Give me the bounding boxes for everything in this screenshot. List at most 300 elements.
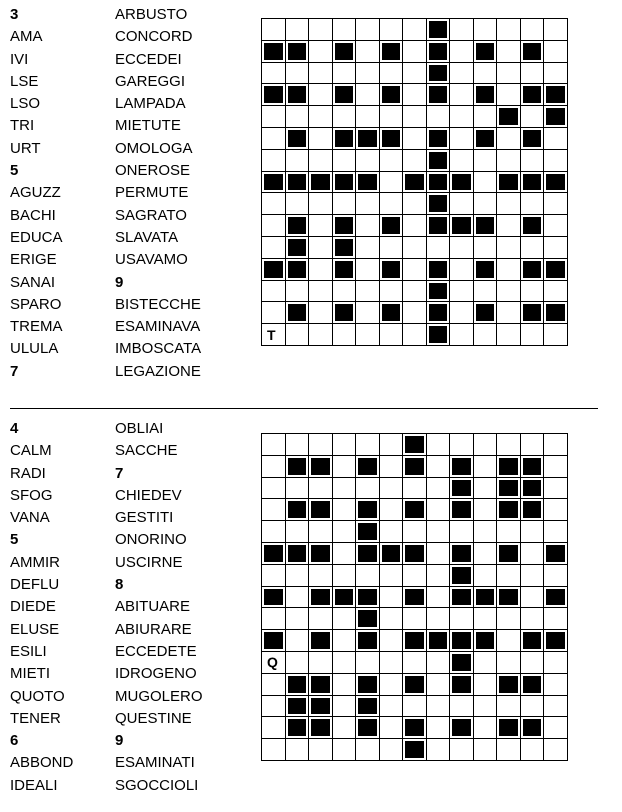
grid-cell[interactable] (497, 19, 521, 41)
grid-cell[interactable] (403, 215, 427, 237)
grid-cell[interactable] (403, 106, 427, 128)
grid-cell[interactable] (262, 193, 286, 215)
grid-cell[interactable] (403, 40, 427, 62)
grid-cell[interactable] (262, 215, 286, 237)
grid-cell[interactable] (426, 586, 450, 608)
grid-cell[interactable] (450, 40, 474, 62)
grid-cell[interactable] (497, 434, 521, 456)
word-list-item: QUOTO (10, 687, 65, 705)
grid-cell[interactable] (497, 651, 521, 673)
grid-cell[interactable] (309, 324, 333, 346)
grid-cell[interactable] (379, 149, 403, 171)
grid-cell[interactable] (403, 280, 427, 302)
grid-cell[interactable] (356, 302, 380, 324)
word-list-item: ESILI (10, 642, 47, 660)
grid-cell[interactable] (520, 542, 544, 564)
grid-cell[interactable] (544, 564, 568, 586)
grid-cell[interactable] (520, 434, 544, 456)
grid-cell[interactable] (426, 739, 450, 761)
grid-cell[interactable] (426, 236, 450, 258)
grid-cell[interactable] (520, 564, 544, 586)
black-square (379, 40, 403, 62)
grid-cell[interactable] (309, 608, 333, 630)
black-square (426, 280, 450, 302)
grid-cell[interactable] (544, 324, 568, 346)
word-list-item: SACCHE (115, 442, 178, 460)
grid-cell[interactable] (426, 717, 450, 739)
grid-cell[interactable] (403, 62, 427, 84)
word-length-heading: 5 (10, 162, 19, 180)
grid-cell[interactable] (309, 127, 333, 149)
word-list-item: TRI (10, 117, 35, 135)
grid-cell[interactable] (520, 521, 544, 543)
grid-cell[interactable] (309, 19, 333, 41)
grid-cell[interactable] (450, 127, 474, 149)
grid-cell[interactable] (473, 106, 497, 128)
grid-cell[interactable] (450, 521, 474, 543)
word-list-item: ABIURARE (115, 620, 192, 638)
grid-cell[interactable] (379, 171, 403, 193)
grid-cell[interactable] (262, 455, 286, 477)
grid-cell[interactable] (520, 236, 544, 258)
grid-cell[interactable] (332, 651, 356, 673)
grid-cell[interactable] (544, 215, 568, 237)
crossword-grid[interactable] (261, 433, 568, 761)
grid-cell[interactable] (262, 434, 286, 456)
grid-cell[interactable] (544, 62, 568, 84)
grid-cell[interactable] (544, 434, 568, 456)
grid-cell[interactable] (356, 84, 380, 106)
grid-cell[interactable] (262, 127, 286, 149)
grid-cell[interactable] (309, 521, 333, 543)
grid-cell[interactable] (520, 193, 544, 215)
grid-cell[interactable] (497, 608, 521, 630)
grid-cell[interactable] (426, 564, 450, 586)
grid-cell[interactable] (285, 19, 309, 41)
grid-cell[interactable] (285, 564, 309, 586)
word-list-item: URT (10, 139, 41, 157)
grid-cell[interactable] (520, 62, 544, 84)
grid-cell[interactable] (450, 258, 474, 280)
grid-cell[interactable] (473, 455, 497, 477)
grid-row (262, 434, 568, 456)
grid-cell[interactable] (309, 62, 333, 84)
grid-cell[interactable] (309, 477, 333, 499)
black-square (403, 673, 427, 695)
grid-cell[interactable] (332, 608, 356, 630)
grid-cell[interactable] (379, 280, 403, 302)
black-square (285, 84, 309, 106)
word-list-item: ABBOND (10, 754, 74, 772)
grid-cell[interactable] (309, 564, 333, 586)
grid-row (262, 695, 568, 717)
grid-cell[interactable] (450, 236, 474, 258)
grid-cell[interactable] (309, 149, 333, 171)
black-square (285, 40, 309, 62)
grid-cell[interactable] (497, 193, 521, 215)
grid-cell[interactable] (497, 40, 521, 62)
grid-cell[interactable] (473, 673, 497, 695)
grid-cell[interactable] (309, 193, 333, 215)
grid-cell[interactable] (544, 739, 568, 761)
grid-cell[interactable] (473, 564, 497, 586)
black-square (450, 586, 474, 608)
grid-cell[interactable] (520, 586, 544, 608)
grid-cell[interactable] (285, 739, 309, 761)
grid-cell[interactable] (544, 280, 568, 302)
grid-cell[interactable] (473, 236, 497, 258)
grid-cell[interactable] (262, 695, 286, 717)
grid-cell[interactable] (379, 455, 403, 477)
grid-cell[interactable] (379, 673, 403, 695)
grid-cell[interactable] (426, 651, 450, 673)
grid-cell[interactable] (332, 455, 356, 477)
grid-cell[interactable] (497, 324, 521, 346)
grid-cell[interactable] (403, 149, 427, 171)
grid-cell[interactable] (426, 477, 450, 499)
grid-cell[interactable] (356, 215, 380, 237)
grid-cell[interactable] (262, 19, 286, 41)
grid-cell[interactable] (285, 630, 309, 652)
grid-cell[interactable] (544, 521, 568, 543)
grid-cell[interactable] (309, 258, 333, 280)
grid-cell[interactable] (356, 280, 380, 302)
black-square (356, 717, 380, 739)
grid-cell[interactable] (473, 717, 497, 739)
grid-cell[interactable] (450, 149, 474, 171)
grid-cell[interactable] (520, 280, 544, 302)
grid-cell[interactable] (450, 324, 474, 346)
grid-cell[interactable] (379, 193, 403, 215)
grid-cell[interactable] (497, 630, 521, 652)
grid-cell[interactable] (356, 324, 380, 346)
grid-cell[interactable] (332, 717, 356, 739)
grid-cell[interactable] (379, 608, 403, 630)
grid-cell[interactable] (262, 302, 286, 324)
grid-cell[interactable] (262, 608, 286, 630)
grid-cell[interactable] (473, 171, 497, 193)
grid-cell[interactable] (262, 564, 286, 586)
grid-cell[interactable] (473, 280, 497, 302)
grid-cell[interactable] (332, 564, 356, 586)
grid-cell[interactable] (497, 739, 521, 761)
given-letter-cell[interactable]: Q (262, 651, 286, 673)
grid-cell[interactable] (285, 149, 309, 171)
grid-cell[interactable] (473, 434, 497, 456)
grid-cell[interactable] (426, 695, 450, 717)
grid-cell[interactable] (544, 673, 568, 695)
grid-cell[interactable] (379, 62, 403, 84)
grid-row (262, 630, 568, 652)
black-square (356, 455, 380, 477)
grid-cell[interactable] (497, 521, 521, 543)
grid-row (262, 215, 568, 237)
word-list-item: SGOCCIOLI (115, 776, 199, 794)
grid-cell[interactable] (403, 651, 427, 673)
black-square (403, 499, 427, 521)
grid-cell[interactable] (473, 149, 497, 171)
grid-cell[interactable] (520, 608, 544, 630)
grid-cell[interactable] (379, 324, 403, 346)
grid-cell[interactable] (544, 651, 568, 673)
black-square (544, 542, 568, 564)
grid-cell[interactable] (473, 324, 497, 346)
grid-cell[interactable] (450, 280, 474, 302)
grid-cell[interactable] (544, 19, 568, 41)
grid-cell[interactable] (356, 236, 380, 258)
grid-cell[interactable] (262, 717, 286, 739)
grid-cell[interactable] (450, 695, 474, 717)
grid-cell[interactable] (262, 739, 286, 761)
word-list-item: AMMIR (10, 553, 60, 571)
grid-cell[interactable] (450, 19, 474, 41)
grid-cell[interactable] (473, 739, 497, 761)
grid-cell[interactable] (356, 564, 380, 586)
grid-cell[interactable] (379, 586, 403, 608)
grid-cell[interactable] (332, 695, 356, 717)
grid-cell[interactable] (473, 695, 497, 717)
grid-cell[interactable] (262, 280, 286, 302)
grid-cell[interactable] (356, 149, 380, 171)
grid-cell[interactable] (332, 542, 356, 564)
grid-cell[interactable] (309, 106, 333, 128)
grid-cell[interactable] (473, 193, 497, 215)
grid-cell[interactable] (262, 236, 286, 258)
grid-cell[interactable] (544, 455, 568, 477)
word-list-item: BACHI (10, 206, 56, 224)
grid-cell[interactable] (520, 651, 544, 673)
grid-cell[interactable] (285, 608, 309, 630)
grid-cell[interactable] (262, 149, 286, 171)
grid-cell[interactable] (332, 280, 356, 302)
grid-cell[interactable] (520, 739, 544, 761)
grid-cell[interactable] (379, 564, 403, 586)
grid-cell[interactable] (309, 280, 333, 302)
grid-cell[interactable] (403, 477, 427, 499)
grid-cell[interactable] (356, 40, 380, 62)
grid-cell[interactable] (450, 302, 474, 324)
puzzle-divider (10, 408, 598, 409)
grid-cell[interactable] (379, 236, 403, 258)
grid-cell[interactable] (403, 302, 427, 324)
grid-cell[interactable] (262, 477, 286, 499)
grid-cell[interactable] (332, 434, 356, 456)
grid-cell[interactable] (332, 193, 356, 215)
grid-cell[interactable] (403, 127, 427, 149)
grid-cell[interactable] (450, 106, 474, 128)
grid-cell[interactable] (309, 84, 333, 106)
crossword-grid[interactable] (261, 18, 568, 346)
grid-cell[interactable] (285, 651, 309, 673)
grid-cell[interactable] (285, 586, 309, 608)
grid-cell[interactable] (262, 521, 286, 543)
grid-cell[interactable] (520, 324, 544, 346)
grid-cell[interactable] (544, 127, 568, 149)
grid-cell[interactable] (309, 236, 333, 258)
grid-cell[interactable] (497, 62, 521, 84)
grid-cell[interactable] (332, 521, 356, 543)
grid-cell[interactable] (262, 499, 286, 521)
grid-cell[interactable] (403, 19, 427, 41)
grid-cell[interactable] (403, 84, 427, 106)
grid-cell[interactable] (356, 19, 380, 41)
grid-cell[interactable] (473, 521, 497, 543)
grid-cell[interactable] (356, 106, 380, 128)
grid-cell[interactable] (285, 521, 309, 543)
grid-cell[interactable] (544, 695, 568, 717)
grid-cell[interactable] (497, 84, 521, 106)
grid-cell[interactable] (262, 62, 286, 84)
grid-cell[interactable] (426, 455, 450, 477)
grid-cell[interactable] (403, 521, 427, 543)
grid-cell[interactable] (544, 236, 568, 258)
grid-cell[interactable] (450, 193, 474, 215)
grid-cell[interactable] (426, 673, 450, 695)
black-square (520, 499, 544, 521)
grid-cell[interactable] (356, 739, 380, 761)
grid-cell[interactable] (332, 62, 356, 84)
grid-cell[interactable] (426, 106, 450, 128)
grid-cell[interactable] (379, 651, 403, 673)
grid-cell[interactable] (473, 542, 497, 564)
grid-cell[interactable] (520, 695, 544, 717)
grid-cell[interactable] (497, 280, 521, 302)
grid-cell[interactable] (285, 106, 309, 128)
grid-cell[interactable] (356, 193, 380, 215)
grid-cell[interactable] (403, 193, 427, 215)
grid-cell[interactable] (450, 608, 474, 630)
grid-cell[interactable] (520, 149, 544, 171)
grid-cell[interactable] (356, 62, 380, 84)
grid-cell[interactable] (332, 19, 356, 41)
word-list-item: TENER (10, 709, 61, 727)
grid-cell[interactable] (426, 521, 450, 543)
grid-cell[interactable] (356, 434, 380, 456)
word-list-column-a (10, 418, 73, 797)
grid-cell[interactable] (473, 608, 497, 630)
grid-cell[interactable] (544, 149, 568, 171)
black-square (497, 499, 521, 521)
grid-cell[interactable] (473, 62, 497, 84)
grid-cell[interactable] (473, 19, 497, 41)
grid-cell[interactable] (473, 477, 497, 499)
grid-cell[interactable] (332, 739, 356, 761)
grid-cell[interactable] (262, 106, 286, 128)
grid-cell[interactable] (285, 193, 309, 215)
grid-cell[interactable] (379, 477, 403, 499)
grid-cell[interactable] (497, 149, 521, 171)
grid-cell[interactable] (285, 434, 309, 456)
grid-cell[interactable] (309, 739, 333, 761)
grid-cell[interactable] (544, 193, 568, 215)
grid-row (262, 258, 568, 280)
grid-cell[interactable] (356, 477, 380, 499)
grid-cell[interactable] (426, 434, 450, 456)
black-square (356, 695, 380, 717)
grid-cell[interactable] (379, 695, 403, 717)
grid-cell[interactable] (309, 651, 333, 673)
grid-cell[interactable] (403, 258, 427, 280)
grid-cell[interactable] (403, 236, 427, 258)
grid-cell[interactable] (285, 62, 309, 84)
grid-cell[interactable] (426, 608, 450, 630)
grid-cell[interactable] (379, 106, 403, 128)
grid-cell[interactable] (426, 499, 450, 521)
grid-cell[interactable] (309, 302, 333, 324)
grid-cell[interactable] (403, 695, 427, 717)
grid-cell[interactable] (497, 127, 521, 149)
grid-cell[interactable] (285, 280, 309, 302)
given-letter-cell[interactable]: T (262, 324, 286, 346)
grid-cell[interactable] (309, 215, 333, 237)
grid-cell[interactable] (332, 149, 356, 171)
grid-cell[interactable] (379, 630, 403, 652)
grid-cell[interactable] (450, 62, 474, 84)
grid-cell[interactable] (497, 564, 521, 586)
grid-cell[interactable] (426, 542, 450, 564)
grid-cell[interactable] (379, 434, 403, 456)
grid-cell[interactable] (332, 324, 356, 346)
grid-cell[interactable] (356, 651, 380, 673)
grid-cell[interactable] (356, 258, 380, 280)
grid-cell[interactable] (473, 651, 497, 673)
black-square (544, 302, 568, 324)
grid-cell[interactable] (544, 477, 568, 499)
grid-cell[interactable] (379, 499, 403, 521)
grid-cell[interactable] (403, 324, 427, 346)
word-list-item: LEGAZIONE (115, 362, 201, 380)
grid-cell[interactable] (520, 19, 544, 41)
grid-cell[interactable] (544, 608, 568, 630)
grid-cell[interactable] (497, 215, 521, 237)
word-list-item: MIETI (10, 665, 50, 683)
grid-cell[interactable] (497, 302, 521, 324)
grid-cell[interactable] (450, 434, 474, 456)
grid-cell[interactable] (403, 608, 427, 630)
grid-cell[interactable] (379, 739, 403, 761)
grid-cell[interactable] (379, 717, 403, 739)
grid-cell[interactable] (497, 236, 521, 258)
black-square (285, 673, 309, 695)
black-square (403, 455, 427, 477)
grid-cell[interactable] (520, 106, 544, 128)
grid-cell[interactable] (379, 521, 403, 543)
grid-cell[interactable] (450, 84, 474, 106)
grid-cell[interactable] (332, 106, 356, 128)
grid-cell[interactable] (332, 499, 356, 521)
grid-cell[interactable] (285, 477, 309, 499)
grid-cell[interactable] (332, 477, 356, 499)
grid-cell[interactable] (544, 499, 568, 521)
grid-row (262, 236, 568, 258)
grid-cell[interactable] (497, 258, 521, 280)
grid-cell[interactable] (544, 40, 568, 62)
grid-cell[interactable] (450, 739, 474, 761)
grid-cell[interactable] (544, 717, 568, 739)
grid-cell[interactable] (403, 564, 427, 586)
grid-cell[interactable] (332, 630, 356, 652)
grid-cell[interactable] (332, 673, 356, 695)
grid-cell[interactable] (497, 695, 521, 717)
black-square (450, 171, 474, 193)
black-square (450, 499, 474, 521)
grid-cell[interactable] (285, 324, 309, 346)
grid-cell[interactable] (309, 434, 333, 456)
grid-cell[interactable] (473, 499, 497, 521)
grid-cell[interactable] (379, 19, 403, 41)
grid-cell[interactable] (309, 40, 333, 62)
grid-cell[interactable] (262, 673, 286, 695)
